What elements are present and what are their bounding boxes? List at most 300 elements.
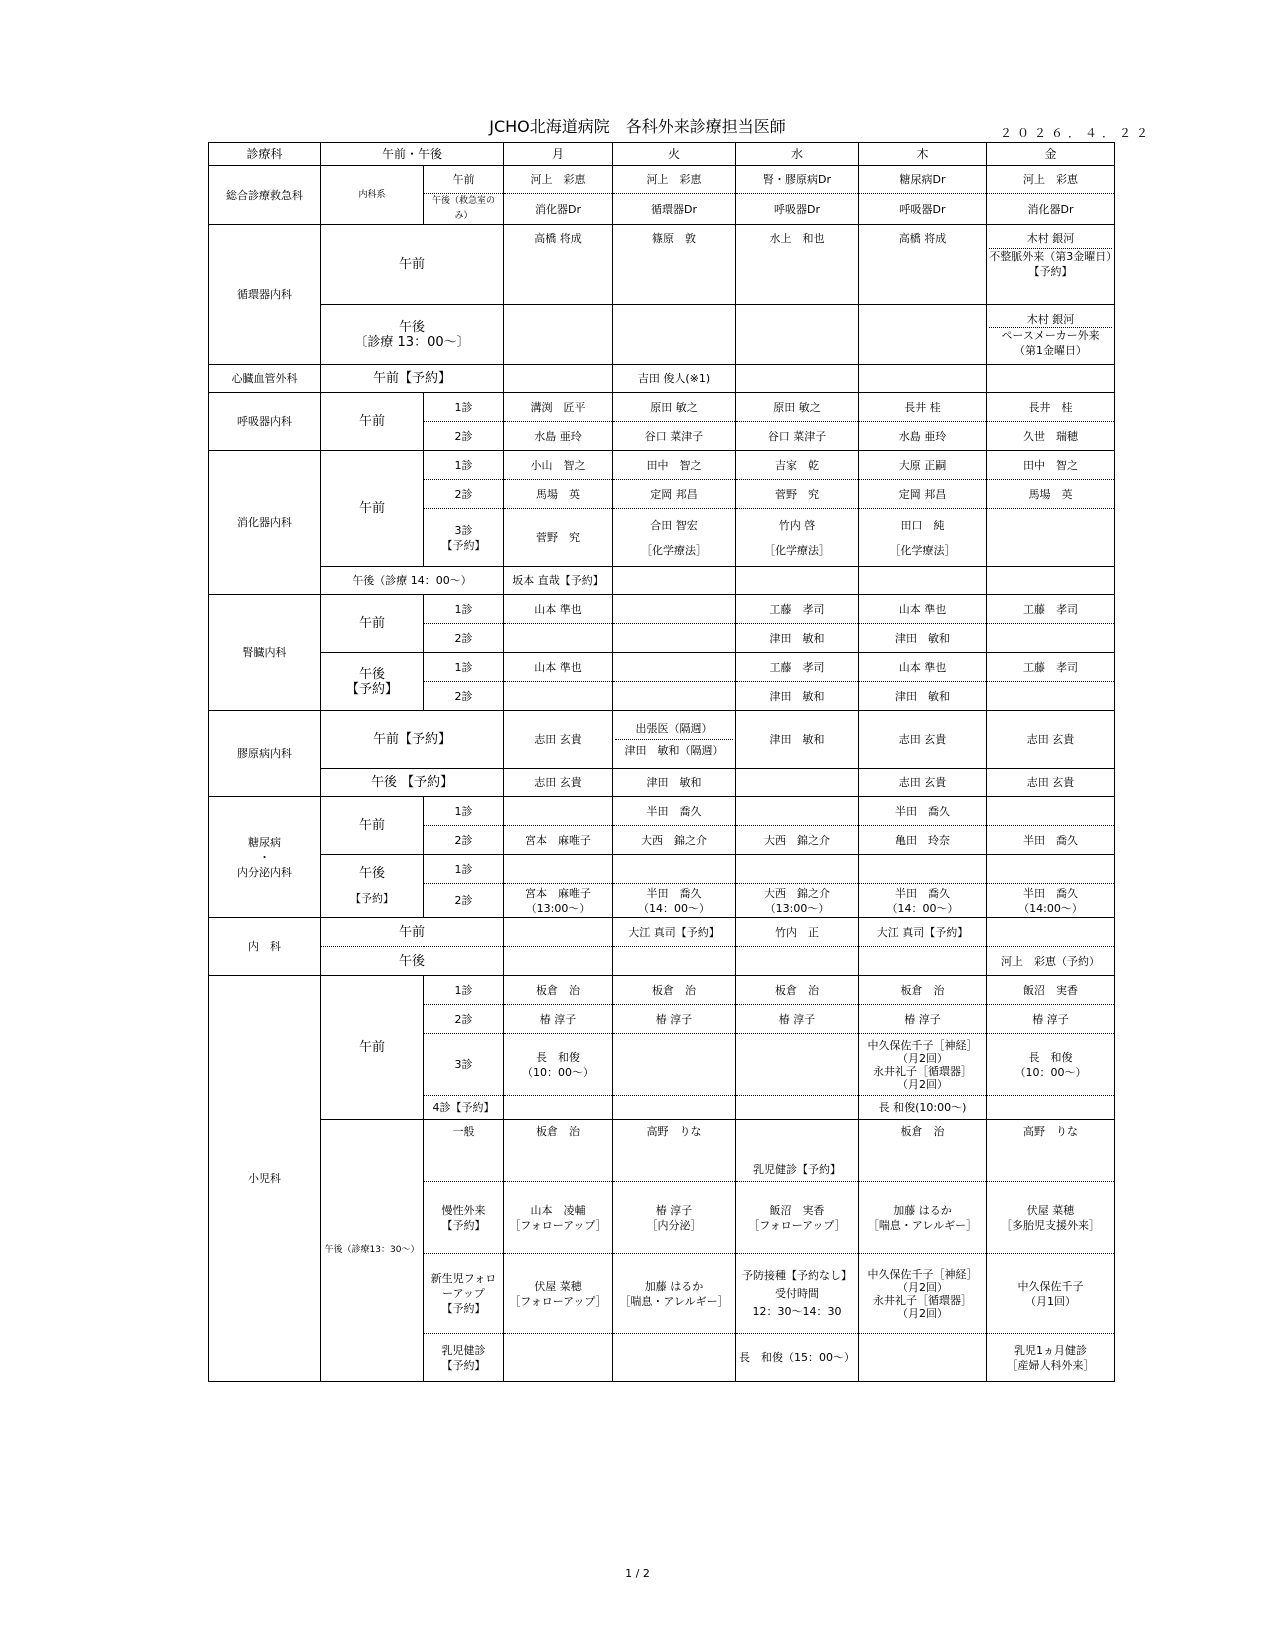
dm-row-pm1	[209, 855, 1115, 884]
cell	[987, 624, 1115, 653]
cell-note: ［内分泌］	[646, 1218, 702, 1232]
cell-name: 山本 凌輔	[530, 1203, 586, 1217]
dept-resp: 呼吸器内科	[209, 393, 321, 451]
peds-pm-label: 午後（診療13：30〜）	[321, 1120, 424, 1382]
renal-pm-label	[321, 653, 424, 711]
header-mon: 月	[504, 143, 613, 166]
resp-row-1	[209, 393, 1115, 422]
cell: 篠原 敦	[613, 225, 736, 305]
cell-name: 木村 銀河	[1026, 232, 1075, 245]
cell: 板倉 治	[859, 976, 987, 1005]
cell: 腎・膠原病Dr	[736, 166, 859, 194]
cell	[504, 884, 613, 918]
cell-line: 中久保佐千子［神経］	[867, 1267, 978, 1281]
peds-chronic	[424, 1182, 504, 1254]
header-fri: 金	[987, 143, 1115, 166]
peds-am-label: 午前	[321, 976, 424, 1120]
cell: 工藤 孝司	[736, 653, 859, 682]
cell-name: 加藤 はるか	[893, 1203, 952, 1217]
cell: 坂本 直哉【予約】	[504, 567, 613, 595]
cell: 水島 亜玲	[504, 422, 613, 451]
cell: 半田 喬久	[859, 797, 987, 826]
cell	[736, 509, 859, 567]
cell: 椿 淳子	[504, 1005, 613, 1034]
cvs-time: 午前【予約】	[321, 365, 504, 393]
cell: 椿 淳子	[613, 1005, 736, 1034]
cell: 河上 彩恵	[504, 166, 613, 194]
cell-line: 津田 敏和（隔週）	[624, 744, 724, 757]
gi-d3-label: 3診	[454, 523, 473, 537]
dm-d1: 1診	[424, 855, 504, 884]
cell	[613, 1182, 736, 1254]
cell	[987, 1334, 1115, 1382]
cell: 宮本 麻唯子	[504, 826, 613, 855]
cell-time: （13:00〜）	[764, 901, 830, 915]
cell	[504, 624, 613, 653]
dept-general: 総合診療救急科	[209, 166, 321, 225]
cell	[987, 365, 1115, 393]
cell-time: （10：00〜）	[522, 1065, 595, 1079]
cell: 長 和俊(10:00〜)	[859, 1096, 987, 1120]
cardio-row-pm	[209, 305, 1115, 365]
cell: 原田 敏之	[613, 393, 736, 422]
cell	[613, 947, 736, 976]
resp-d1: 1診	[424, 393, 504, 422]
cardio-pm-title: 午後	[399, 319, 426, 335]
dm-am-label: 午前	[321, 797, 424, 855]
cell	[504, 305, 613, 365]
cell: 板倉 治	[504, 1120, 613, 1182]
cell-name: 半田 喬久	[1023, 886, 1079, 900]
peds-newborn-label: 新生児フォローアップ	[430, 1272, 497, 1300]
cell-line: （月2回）	[897, 1051, 949, 1065]
cell-time: （14：00〜）	[886, 901, 959, 915]
cell-name: 大西 錦之介	[764, 886, 831, 900]
dept-renal: 腎臓内科	[209, 595, 321, 711]
peds-d4: 4診【予約】	[424, 1096, 504, 1120]
cell: 亀田 玲奈	[859, 826, 987, 855]
cell	[987, 1034, 1115, 1096]
cell-name: 長 和俊	[1028, 1050, 1073, 1064]
cell	[504, 682, 613, 711]
header-time: 午前・午後	[321, 143, 504, 166]
renal-d1: 1診	[424, 595, 504, 624]
cell-note: ペースメーカー外来	[989, 327, 1112, 343]
dept-diabetes-3: 内分泌内科	[237, 865, 292, 879]
cell: 津田 敏和	[859, 624, 987, 653]
cell-time: （13:00〜）	[525, 901, 591, 915]
cell	[859, 365, 987, 393]
cell: 谷口 菜津子	[736, 422, 859, 451]
cell: 吉田 俊人(※1)	[613, 365, 736, 393]
cell-time: （14：00〜）	[638, 901, 711, 915]
page-title: JCHO北海道病院 各科外来診療担当医師	[489, 117, 786, 136]
document-date: ２０２６．４．２２	[1000, 126, 1154, 140]
cell: 津田 敏和	[859, 682, 987, 711]
cell: 循環器Dr	[613, 194, 736, 225]
cell	[613, 595, 736, 624]
cell-note: （第1金曜日）	[1014, 343, 1088, 357]
cell	[987, 1182, 1115, 1254]
cell: 山本 準也	[859, 653, 987, 682]
cardio-am-label: 午前	[321, 225, 504, 305]
gi-row-1	[209, 451, 1115, 480]
header-wed: 水	[736, 143, 859, 166]
cell	[987, 1096, 1115, 1120]
cell: 小山 智之	[504, 451, 613, 480]
cell	[504, 947, 613, 976]
cell: 定岡 邦昌	[613, 480, 736, 509]
peds-general: 一般	[424, 1120, 504, 1182]
cell	[859, 884, 987, 918]
cell	[504, 1034, 613, 1096]
cell: 志田 玄貴	[859, 711, 987, 769]
resp-time: 午前	[321, 393, 424, 451]
header-tue: 火	[613, 143, 736, 166]
dm-d2: 2診	[424, 884, 504, 918]
cell: 大西 錦之介	[613, 826, 736, 855]
dept-diabetes-2: ・	[259, 850, 270, 864]
cell: 河上 彩恵	[987, 166, 1115, 194]
cell	[613, 682, 736, 711]
cell-note: ［フォローアップ］	[509, 1294, 607, 1308]
cell: 吉家 乾	[736, 451, 859, 480]
cell-time: （10：00〜）	[1014, 1065, 1087, 1079]
cell-name: 伏屋 菜穂	[534, 1279, 582, 1293]
cell: 定岡 邦昌	[859, 480, 987, 509]
peds-chronic-note: 【予約】	[441, 1218, 486, 1232]
header-thu: 木	[859, 143, 987, 166]
dept-diabetes	[209, 797, 321, 918]
gi-d1: 1診	[424, 451, 504, 480]
cell-line: （月2回）	[897, 1077, 949, 1091]
internal-row-pm	[209, 947, 1115, 976]
cell	[736, 797, 859, 826]
cell	[736, 1034, 859, 1096]
cardio-pm-label	[321, 305, 504, 365]
cell	[859, 1254, 987, 1334]
cell-note: 不整脈外来（第3金曜日）【予約】	[989, 250, 1112, 278]
renal-d2: 2診	[424, 624, 504, 653]
cell: 田中 智之	[987, 451, 1115, 480]
cell	[613, 509, 736, 567]
dm-row-am1	[209, 797, 1115, 826]
cell	[613, 624, 736, 653]
cell: 久世 瑞穂	[987, 422, 1115, 451]
general-sub: 内科系	[321, 166, 424, 225]
cell: 椿 淳子	[987, 1005, 1115, 1034]
cell: 板倉 治	[504, 976, 613, 1005]
cell: 工藤 孝司	[987, 653, 1115, 682]
cell-note: （月1回）	[1025, 1294, 1077, 1308]
cell: 菅野 究	[736, 480, 859, 509]
peds-d2: 2診	[424, 1005, 504, 1034]
cell-note: ［化学療法］	[764, 543, 831, 557]
cell: 山本 準也	[859, 595, 987, 624]
cell	[859, 1182, 987, 1254]
cell: 水上 和也	[736, 225, 859, 305]
renal-pm-title: 午後	[358, 666, 385, 682]
peds-row-am1	[209, 976, 1115, 1005]
cell: 大西 錦之介	[736, 826, 859, 855]
cell	[613, 855, 736, 884]
cell	[859, 947, 987, 976]
cell	[613, 1096, 736, 1120]
cell	[736, 365, 859, 393]
cell	[504, 918, 613, 947]
cell-line: 中久保佐千子［神経］	[867, 1038, 978, 1052]
cell: 山本 準也	[504, 653, 613, 682]
cell-line: 出張医（隔週）	[615, 721, 733, 740]
cell	[613, 567, 736, 595]
cell: 水島 亜玲	[859, 422, 987, 451]
dm-pm-note: 【予約】	[350, 892, 394, 905]
general-row-am	[209, 166, 1115, 194]
cell-line: 乳児1ヵ月健診	[1014, 1343, 1088, 1357]
cell: 消化器Dr	[504, 194, 613, 225]
cell-fri	[987, 305, 1115, 365]
cell-name: 飯沼 実香	[769, 1203, 825, 1217]
cell: 工藤 孝司	[987, 595, 1115, 624]
cell-line: （月2回）	[897, 1280, 949, 1294]
cell	[987, 567, 1115, 595]
gi-time: 午前	[321, 451, 424, 567]
cell: 呼吸器Dr	[736, 194, 859, 225]
cell-line: 12：30〜14：30	[752, 1304, 842, 1318]
cell	[613, 884, 736, 918]
cell	[613, 305, 736, 365]
dm-d1: 1診	[424, 797, 504, 826]
cell: 原田 敏之	[736, 393, 859, 422]
dm-d2: 2診	[424, 826, 504, 855]
cell: 馬場 英	[987, 480, 1115, 509]
internal-am-label: 午前	[321, 918, 504, 947]
cell-name: 椿 淳子	[655, 1203, 693, 1217]
cell: 板倉 治	[736, 976, 859, 1005]
cell: 長井 桂	[859, 393, 987, 422]
cell-line: （月2回）	[897, 1306, 949, 1320]
cardio-pm-note: 〔診療 13：00〜〕	[354, 334, 470, 350]
renal-row-am1	[209, 595, 1115, 624]
cell	[987, 509, 1115, 567]
renal-am-label: 午前	[321, 595, 424, 653]
cell	[736, 305, 859, 365]
peds-row-general	[209, 1120, 1115, 1182]
collagen-am-label: 午前【予約】	[321, 711, 504, 769]
cell	[613, 653, 736, 682]
cell-note: ［フォローアップ］	[748, 1218, 846, 1232]
cell: 呼吸器Dr	[859, 194, 987, 225]
cvs-row	[209, 365, 1115, 393]
dept-diabetes-1: 糖尿病	[248, 835, 281, 849]
peds-checkup-note: 【予約】	[441, 1358, 486, 1372]
cell-name: 加藤 はるか	[644, 1279, 704, 1293]
cell	[987, 884, 1115, 918]
schedule-table	[208, 142, 1115, 1382]
peds-checkup-label: 乳児健診	[441, 1343, 486, 1357]
cell-line: 永井礼子［循環器］	[873, 1293, 973, 1307]
cell: 椿 淳子	[859, 1005, 987, 1034]
cell-name: 中久保佐千子	[1017, 1279, 1084, 1293]
cell	[504, 509, 613, 567]
cell: 高野 りな	[613, 1120, 736, 1182]
cell-note: ［化学療法］	[641, 543, 708, 557]
cell: 志田 玄貴	[987, 769, 1115, 797]
cell	[859, 1034, 987, 1096]
cell	[736, 884, 859, 918]
cell-note: ［多胎児支援外来］	[1001, 1218, 1101, 1232]
gi-row-pm	[209, 567, 1115, 595]
cell	[987, 682, 1115, 711]
resp-d2: 2診	[424, 422, 504, 451]
cell	[987, 855, 1115, 884]
internal-row-am	[209, 918, 1115, 947]
cell-note: ［フォローアップ］	[509, 1218, 607, 1232]
cardio-row-am	[209, 225, 1115, 305]
cell: 高橋 将成	[504, 225, 613, 305]
renal-pm-note: 【予約】	[345, 681, 398, 697]
cell: 馬場 英	[504, 480, 613, 509]
peds-chronic-label: 慢性外来	[441, 1203, 486, 1217]
cell: 半田 喬久	[987, 826, 1115, 855]
dept-internal: 内 科	[209, 918, 321, 976]
cell	[987, 918, 1115, 947]
cell	[859, 567, 987, 595]
cell	[736, 567, 859, 595]
header-dept: 診療科	[209, 143, 321, 166]
cell	[859, 1334, 987, 1382]
cell: 半田 喬久	[613, 797, 736, 826]
cell: 津田 敏和	[736, 682, 859, 711]
cell	[504, 1182, 613, 1254]
internal-pm-label: 午後	[321, 947, 504, 976]
cell-name: 半田 喬久	[895, 886, 951, 900]
cell: 志田 玄貴	[504, 769, 613, 797]
peds-d1: 1診	[424, 976, 504, 1005]
cell: 大江 真司【予約】	[859, 918, 987, 947]
cell-name: 伏屋 菜穂	[1026, 1203, 1075, 1217]
cell: 消化器Dr	[987, 194, 1115, 225]
dm-pm-title: 午後	[358, 866, 385, 881]
cell: 山本 準也	[504, 595, 613, 624]
cell: 乳児健診【予約】	[736, 1120, 859, 1182]
cell: 長井 桂	[987, 393, 1115, 422]
cell-note: ［喘息・アレルギー］	[867, 1218, 978, 1232]
general-pm-label: 午後（救急室のみ）	[424, 194, 504, 225]
header-row	[209, 143, 1115, 166]
peds-newborn	[424, 1254, 504, 1334]
cell: 津田 敏和	[736, 711, 859, 769]
cell: 津田 敏和	[736, 624, 859, 653]
cell-name: 半田 喬久	[646, 886, 702, 900]
cell: 津田 敏和	[613, 769, 736, 797]
cell	[504, 797, 613, 826]
cell-line: 永井礼子［循環器］	[873, 1064, 973, 1078]
cell-name: 宮本 麻唯子	[525, 886, 592, 900]
renal-d2: 2診	[424, 682, 504, 711]
cell-note: ［喘息・アレルギー］	[619, 1294, 729, 1308]
cell-line: ［産婦人科外来］	[1006, 1358, 1095, 1372]
cell: 大原 正嗣	[859, 451, 987, 480]
collagen-row-am	[209, 711, 1115, 769]
cell: 大江 真司【予約】	[613, 918, 736, 947]
cell: 谷口 菜津子	[613, 422, 736, 451]
cell	[504, 1334, 613, 1382]
dept-gi: 消化器内科	[209, 451, 321, 595]
cell: 高橋 将成	[859, 225, 987, 305]
cell	[613, 1254, 736, 1334]
cell: 工藤 孝司	[736, 595, 859, 624]
renal-row-pm1	[209, 653, 1115, 682]
cell: 椿 淳子	[736, 1005, 859, 1034]
cell: 板倉 治	[859, 1120, 987, 1182]
gi-d3	[424, 509, 504, 567]
renal-d1: 1診	[424, 653, 504, 682]
cell: 河上 彩恵	[613, 166, 736, 194]
gi-d3-note: 【予約】	[441, 538, 486, 552]
cell-name: 合田 智宏	[650, 518, 698, 532]
peds-d3: 3診	[424, 1034, 504, 1096]
cell: 竹内 正	[736, 918, 859, 947]
cell	[736, 1254, 859, 1334]
cell: 飯沼 実香	[987, 976, 1115, 1005]
cell: 高野 りな	[987, 1120, 1115, 1182]
cell	[613, 1334, 736, 1382]
cell-name: 菅野 究	[536, 531, 581, 544]
cell	[987, 1254, 1115, 1334]
cell-name: 田口 純	[900, 518, 945, 532]
cell: 志田 玄貴	[504, 711, 613, 769]
page-number: 1 / 2	[625, 1567, 650, 1580]
cell	[504, 365, 613, 393]
dept-cvs: 心臓血管外科	[209, 365, 321, 393]
cell: 志田 玄貴	[859, 769, 987, 797]
cell	[613, 711, 736, 769]
cell-name: 木村 銀河	[1026, 312, 1075, 326]
cell	[504, 1096, 613, 1120]
cell-fri	[987, 225, 1115, 305]
cell	[987, 797, 1115, 826]
dept-peds: 小児科	[209, 976, 321, 1382]
dm-pm-label	[321, 855, 424, 918]
cell: 河上 彩恵（予約）	[987, 947, 1115, 976]
cell-line: 予防接種【予約なし】	[742, 1268, 853, 1282]
cell	[613, 1034, 736, 1096]
cell	[736, 769, 859, 797]
peds-newborn-note: 【予約】	[441, 1302, 486, 1315]
general-am-label: 午前	[424, 166, 504, 194]
cell-name: 長 和俊	[536, 1050, 581, 1064]
cell: 田中 智之	[613, 451, 736, 480]
cell	[859, 509, 987, 567]
cell-time: （14:00〜）	[1018, 901, 1083, 915]
gi-d2: 2診	[424, 480, 504, 509]
cell	[504, 1254, 613, 1334]
cell: 溝渕 匠平	[504, 393, 613, 422]
cell	[859, 305, 987, 365]
cell-note: ［化学療法］	[889, 543, 956, 557]
cell	[736, 1182, 859, 1254]
cell-line: 受付時間	[775, 1286, 820, 1300]
collagen-pm-label: 午後 【予約】	[321, 769, 504, 797]
dept-collagen: 膠原病内科	[209, 711, 321, 797]
cell: 長 和俊（15：00〜）	[736, 1334, 859, 1382]
cell	[504, 855, 613, 884]
cell: 糖尿病Dr	[859, 166, 987, 194]
cell	[859, 855, 987, 884]
cell	[736, 1096, 859, 1120]
cell: 板倉 治	[613, 976, 736, 1005]
